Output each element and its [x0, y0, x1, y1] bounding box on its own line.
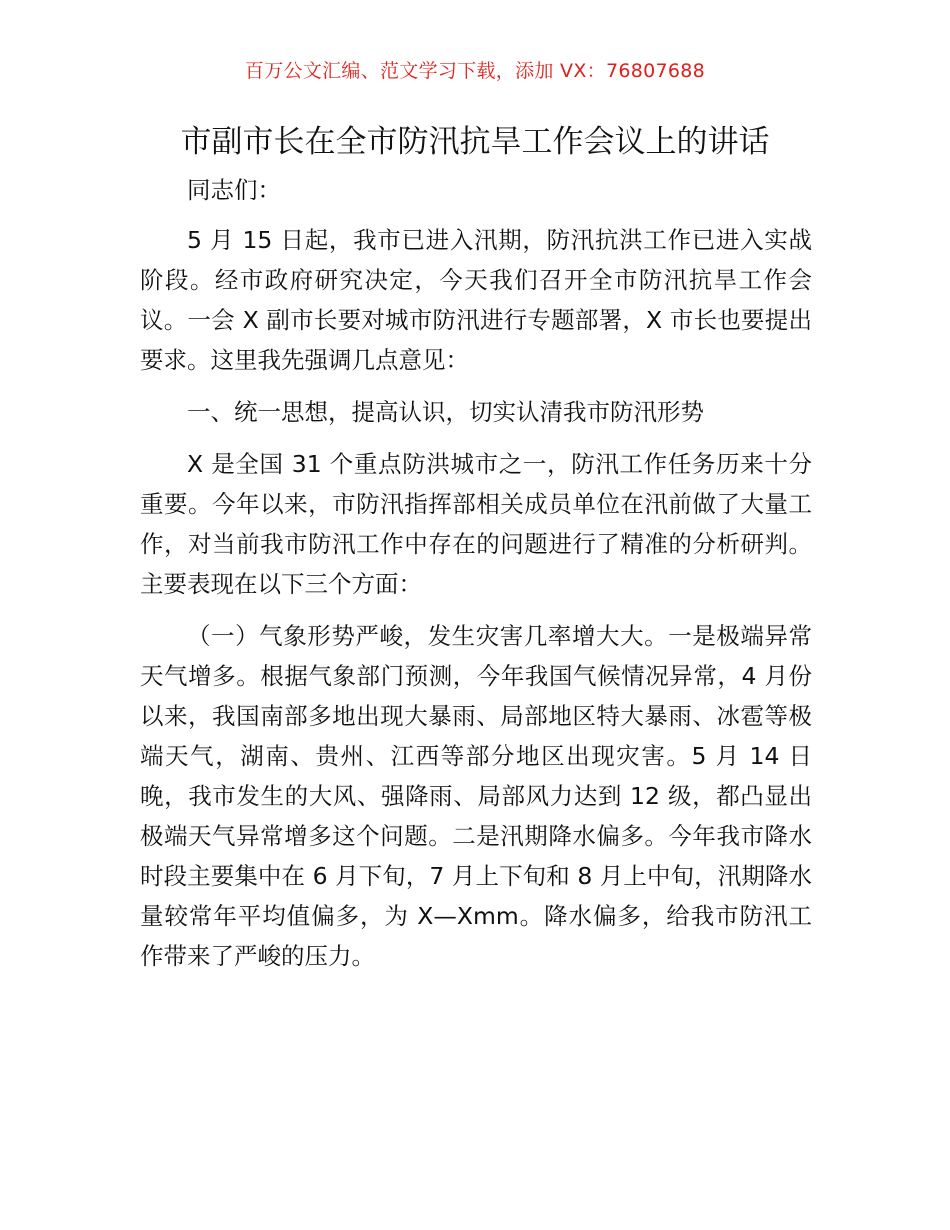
watermark-header-note: 百万公文汇编、范文学习下载，添加 VX：76807688: [244, 60, 706, 82]
paragraph-weather-situation: （一）气象形势严峻，发生灾害几率增大大。一是极端异常天气增多。根据气象部门预测，今年我国气候情况异常，4 月份以来，我国南部多地出现大暴雨、局部地区特大暴雨、冰雹等极端天气，湖南、贵州、江西等部分地区出现灾害。5 月 14 日晚，我市发生的大风、强降雨、局部风力达到 12 级，都凸显出极端天气异常增多这个问题。二是汛期降水偏多。今年我市降水时段主要集中在 6 月下旬，7 月上下旬和 8 月上中旬，汛期降水量较常年平均值偏多，为 X—Xmm。降水偏多，给我市防汛工作带来了严峻的压力。: [140, 622, 812, 970]
salutation: 同志们：: [187, 176, 281, 204]
paragraph-city-situation: X 是全国 31 个重点防洪城市之一，防汛工作任务历来十分重要。今年以来，市防汛指挥部相关成员单位在汛前做了大量工作，对当前我市防汛工作中存在的问题进行了精准的分析研判。主要表现在以下三个方面：: [140, 450, 812, 598]
document-body: [140, 170, 812, 988]
paragraph-intro: 5 月 15 日起，我市已进入汛期，防汛抗洪工作已进入实战阶段。经市政府研究决定，今天我们召开全市防汛抗旱工作会议。一会 X 副市长要对城市防汛进行专题部署，X 市长也要提出要求。这里我先强调几点意见：: [140, 226, 812, 374]
document-title: 市副市长在全市防汛抗旱工作会议上的讲话: [180, 124, 770, 160]
section-heading-1: 一、统一思想，提高认识，切实认清我市防汛形势: [187, 398, 704, 426]
